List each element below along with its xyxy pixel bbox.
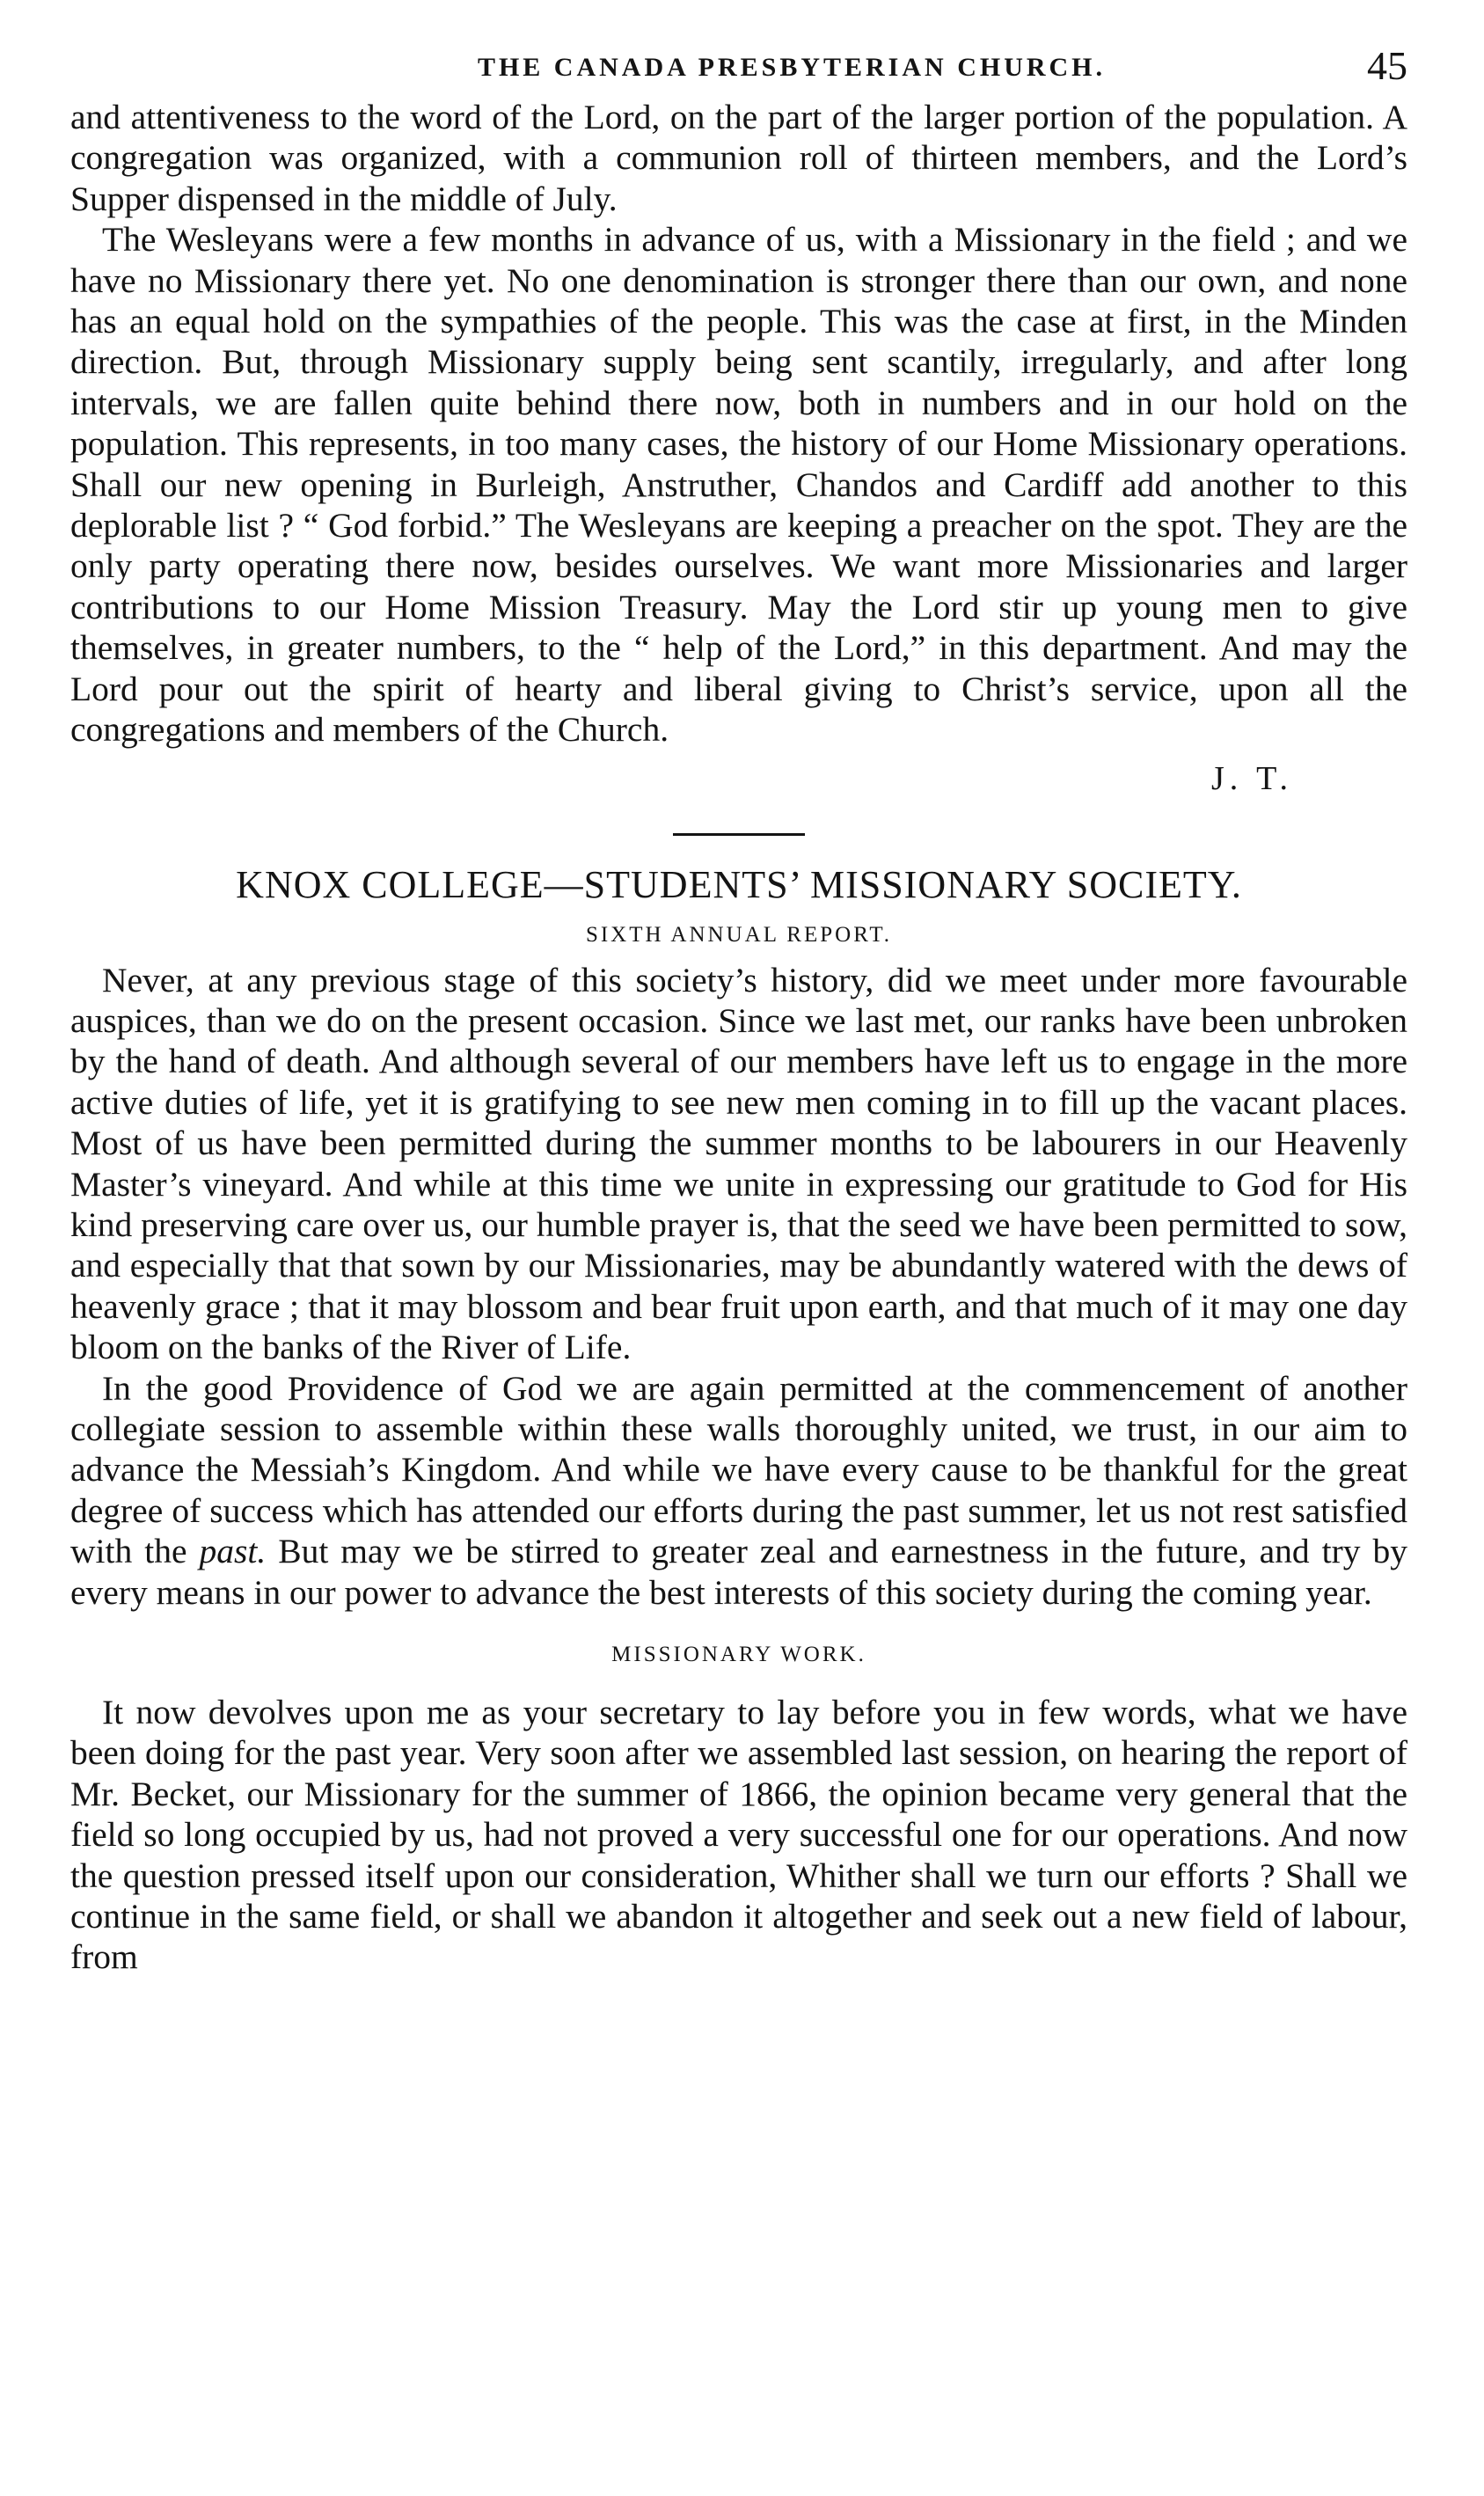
paragraph: It now devolves upon me as your secretary to lay before you in few words, what we have been doing for the past year. Very soon after we assembled last session, on hearing the report of Mr. Becket, our Missionary for the summer of 1866, the opinion became very general that the field so long occupied by us, had not proved a very successful one for our operations. And now the question pressed itself upon our consideration, Whither shall we turn our efforts ? Shall we continue in the same field, or shall we abandon it altogether and seek out a new field of labour, from bbox=[70, 1693, 1407, 1977]
paragraph: Never, at any previous stage of this society’s history, did we meet under more favourable auspices, than we do on the present occasion. Since we last met, our ranks have been unbroken by the hand of death. And although several of our members have left us to engage in the more active duties of life, yet it is gratifying to see new men coming in to fill up the vacant places. Most of us have been permitted during the summer months to be labourers in our Heavenly Master’s vineyard. And while at this time we unite in expressing our gratitude to God for His kind preserving care over us, our humble prayer is, that the seed we have been permitted to sow, and especially that that sown by our Missionaries, may be abundantly watered with the dews of heavenly grace ; that it may blossom and bear fruit upon earth, and that much of it may one day bloom on the banks of the River of Life. bbox=[70, 960, 1407, 1367]
paragraph-text: But may we be stirred to greater zeal and earnestness in the future, and try by every means in our power to advance the best interests of this society during the coming year. bbox=[70, 1532, 1408, 1612]
paragraph: and attentiveness to the word of the Lord, on the part of the larger portion of the population. A congregation was organized, with a communion roll of thirteen members, and the Lord’s Supper dispensed in the middle of July. bbox=[70, 98, 1407, 218]
italic-word: past. bbox=[199, 1532, 267, 1571]
paragraph: The Wesleyans were a few months in advance of us, with a Missionary in the field ; and we have no Missionary there yet. No one denomination is stronger there than our own, and none has an equal hold on the sympathies of the people. This was the case at first, in the Minden direction. But, through Missionary supply being sent scantily, irregularly, and after long intervals, we are fallen quite behind there now, both in numbers and in our hold on the population. This represents, in too many cases, the history of our Home Missionary operations. Shall our new opening in Burleigh, Anstruther, Chandos and Cardiff add another to this deplorable list ? “ God forbid.” The Wesleyans are keeping a preacher on the spot. They are the only party operating there now, besides ourselves. We want more Missionaries and larger contributions to our Home Mission Treasury. May the Lord stir up young men to give themselves, in greater numbers, to the “ help of the Lord,” in this department. And may the Lord pour out the spirit of hearty and liberal giving to Christ’s service, upon all the congregations and members of the Church. bbox=[70, 220, 1407, 750]
paragraph-text: In the good Providence of God we are again permitted at the commencement of another collegiate session to assemble within these walls thoroughly united, we trust, in our aim to advance the Messiah’s Kingdom. And while we have every cause to be thankful for the great degree of success which has attended our efforts during the past summer, let us not rest satisfied with the bbox=[70, 1368, 1407, 1571]
paragraph bbox=[70, 1368, 1407, 1613]
article-title: KNOX COLLEGE—STUDENTS’ MISSIONARY SOCIETY. bbox=[236, 862, 1242, 906]
running-title: THE CANADA PRESBYTERIAN CHURCH. bbox=[477, 53, 1107, 82]
section-heading: MISSIONARY WORK. bbox=[611, 1643, 866, 1666]
book-page bbox=[70, 26, 1407, 1978]
page-number: 45 bbox=[1367, 43, 1407, 88]
running-head bbox=[70, 26, 1407, 97]
previous-article bbox=[70, 97, 1407, 798]
article-subtitle: SIXTH ANNUAL REPORT. bbox=[585, 922, 893, 947]
article bbox=[70, 862, 1407, 1978]
signature: J. T. bbox=[1211, 759, 1293, 797]
section-divider bbox=[673, 833, 805, 836]
